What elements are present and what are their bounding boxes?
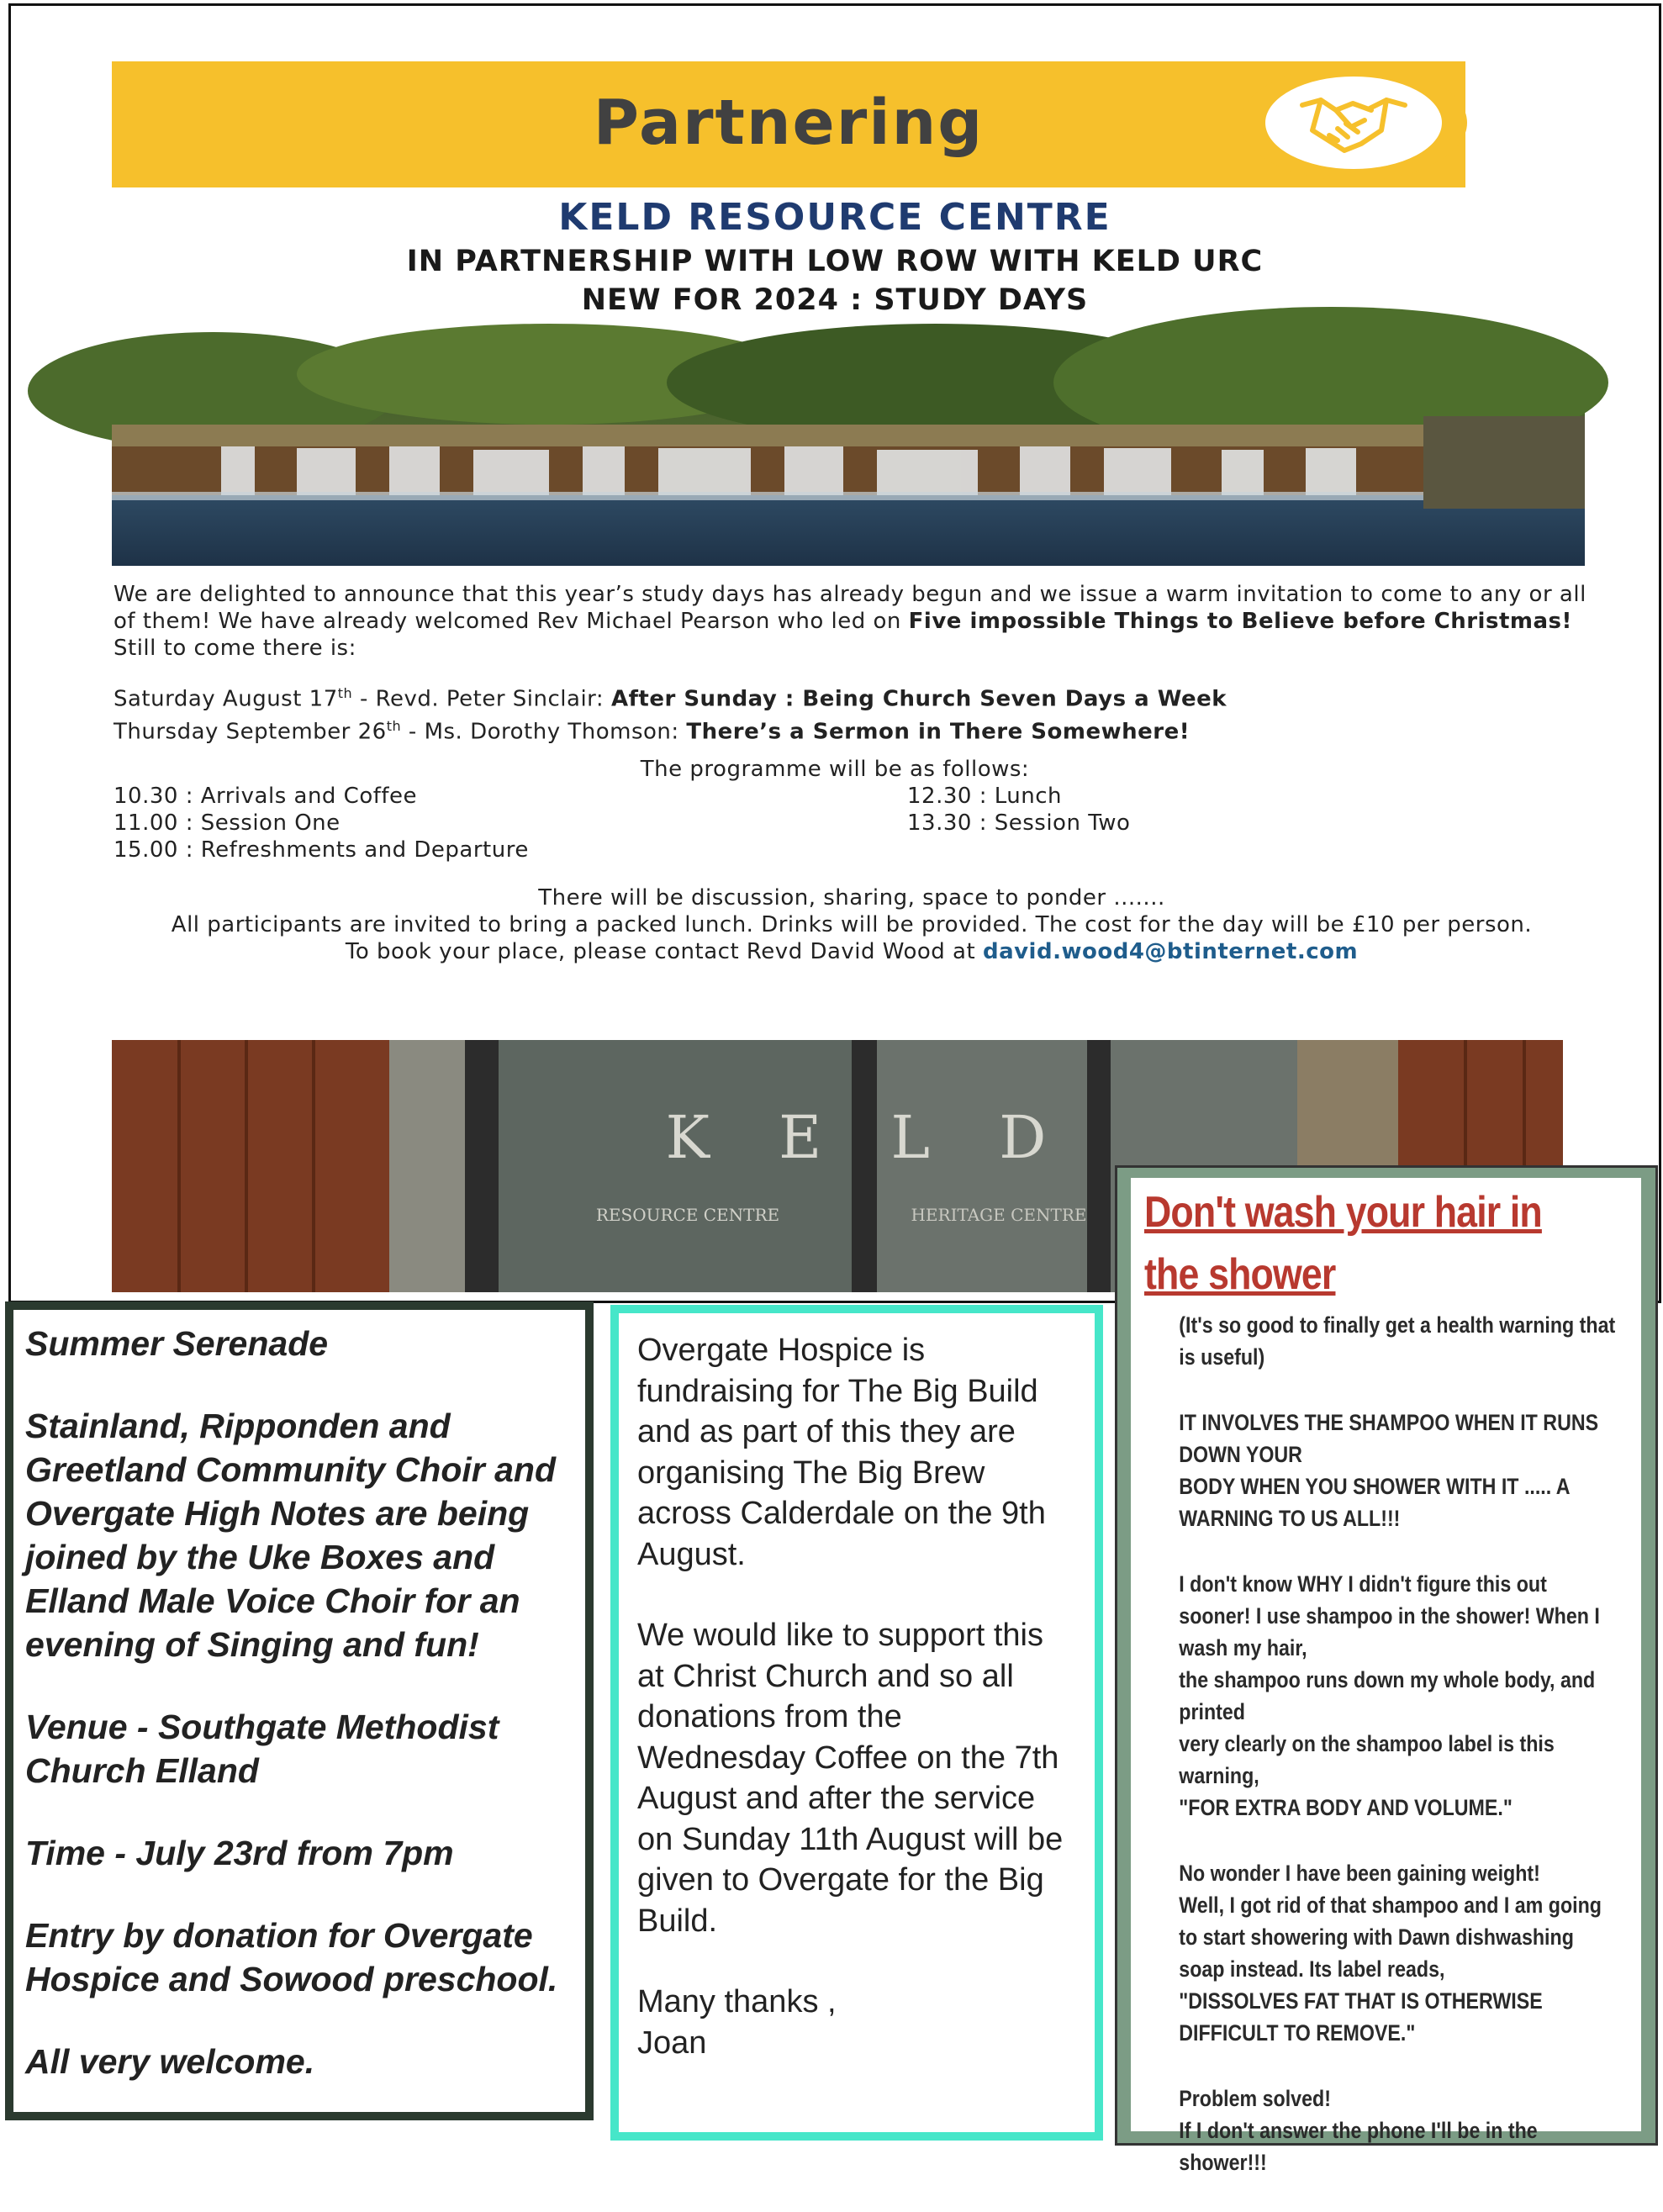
handshake-icon <box>1299 92 1408 156</box>
programme-item: 13.30 : Session Two <box>907 810 1131 836</box>
programme-left-column <box>114 783 786 863</box>
programme-heading: The programme will be as follows: <box>640 757 1030 782</box>
programme-right-column <box>907 783 1412 837</box>
summer-serenade-notice <box>5 1301 594 2120</box>
serenade-venue: Venue - Southgate Methodist Church Elland <box>25 1708 499 1790</box>
hospice-paragraph: We would like to support this at Christ Church and so all donations from the Wednesday Coffee on the 7th August and after the service on Sunday 11th August will be given to Overgate for the Big Build. <box>637 1618 1064 1939</box>
overgate-hospice-notice <box>610 1305 1103 2141</box>
study-days-poster <box>8 3 1661 1303</box>
programme-item: 11.00 : Session One <box>114 810 341 836</box>
hospice-signature: Joan <box>637 2025 707 2061</box>
event-line: Saturday August 17th - Revd. Peter Sinclair: After Sunday : Being Church Seven Days a Week <box>114 685 1227 712</box>
serenade-welcome: All very welcome. <box>25 2042 315 2081</box>
serenade-entry: Entry by donation for Overgate Hospice and Sowood preschool. <box>25 1916 558 1998</box>
upcoming-events <box>114 680 1593 745</box>
heritage-centre-sign: HERITAGE CENTRE <box>911 1205 1087 1225</box>
serenade-time: Time - July 23rd from 7pm <box>25 1834 454 1872</box>
hospice-paragraph: Overgate Hospice is fundraising for The Big Build and as part of this they are organising The Big Brew across Calderdale on the 9th August. <box>637 1333 1046 1572</box>
intro-paragraph: We are delighted to announce that this year’s study days has already begun and we issue a warm invitation to come to any or all of them! We have already welcomed Rev Michael Pearson who led on Five impossible Things to Believe before Christmas! Still to come there is: <box>114 582 1586 661</box>
handshake-badge <box>1240 65 1467 181</box>
event-line: Thursday September 26th - Ms. Dorothy Thomson: There’s a Sermon in There Somewhere! <box>114 717 1190 745</box>
joke-body: (It's so good to finally get a health warning that is useful) IT INVOLVES THE SHAMPOO WHEN IT RUNS DOWN YOUR BODY WHEN YOU SHOWER WITH IT ..... A WARNING TO US ALL!!! I don't know WHY I didn't figure this out sooner! I use shampoo in the shower! When I wash my hair, the shampoo runs down my whole body, and printed very clearly on the shampoo label is this warning, "FOR EXTRA BODY AND VOLUME." No wonder I have been gaining weight! Well, I got rid of that shampoo and I am going to start showering with Dawn dishwashing soap instead. Its label reads, "DISSOLVES FAT THAT IS OTHERWISE DIFFICULT TO REMOVE." Problem solved! If I don't answer the phone I'll be in the shower!!! <box>1179 1312 1616 2175</box>
hospice-thanks: Many thanks , <box>637 1984 837 2019</box>
programme-item: 12.30 : Lunch <box>907 784 1062 809</box>
closing-paragraph: There will be discussion, sharing, space to ponder ....... All participants are invited to bring a packed lunch. Drinks will be provided. The cost for the day will be £10 per person. To book your place, please contact Revd David Wood at david.wood4@btinternet.com <box>171 885 1533 964</box>
partnership-line: IN PARTNERSHIP WITH LOW ROW WITH KELD URC <box>406 245 1264 278</box>
waterfall-photo <box>112 366 1585 566</box>
resource-centre-sign: RESOURCE CENTRE <box>595 1205 780 1225</box>
study-days-heading: NEW FOR 2024 : STUDY DAYS <box>581 283 1089 317</box>
shampoo-joke-notice <box>1115 1165 1658 2175</box>
banner-title: Partnering <box>593 87 985 159</box>
joke-title: Don't wash your hair in the shower <box>1144 1188 1542 1299</box>
serenade-title: Summer Serenade <box>25 1324 329 1363</box>
programme-item: 10.30 : Arrivals and Coffee <box>114 784 418 809</box>
booking-email-link[interactable]: david.wood4@btinternet.com <box>982 939 1359 964</box>
centre-title: KELD RESOURCE CENTRE <box>558 196 1111 239</box>
previous-study-day-title: Five impossible Things to Believe before Christmas! <box>908 609 1572 634</box>
programme-item: 15.00 : Refreshments and Departure <box>114 837 529 863</box>
keld-sign-letters: K E L D <box>665 1103 1072 1172</box>
serenade-description: Stainland, Ripponden and Greetland Community Choir and Overgate High Notes are being joined by the Uke Boxes and Elland Male Voice Choir for an evening of Singing and fun! <box>25 1407 556 1664</box>
